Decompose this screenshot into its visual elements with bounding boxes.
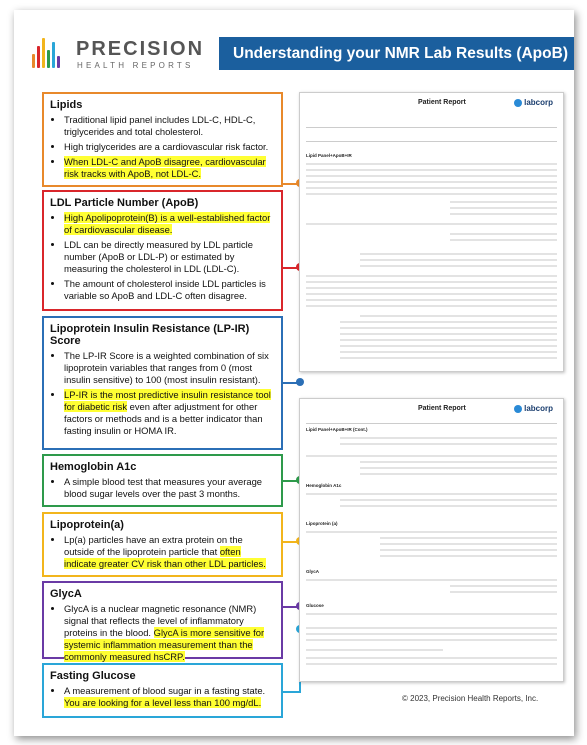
section-lp-ir-score — [42, 316, 283, 450]
section-hemoglobin-a1c — [42, 454, 283, 507]
section-lipids — [42, 92, 283, 187]
labcorp-icon — [514, 405, 522, 413]
section-ldl-particle-number — [42, 190, 283, 311]
page-title-banner — [219, 37, 574, 70]
brand-name: PRECISION — [76, 38, 205, 60]
section-title: Fasting Glucose — [50, 670, 136, 682]
section-title: GlycA — [50, 588, 82, 600]
copyright: © 2023, Precision Health Reports, Inc. — [402, 694, 539, 703]
list-item: • A measurement of blood sugar in a fasting state. You are looking for a level less than 100 mg/dL. — [64, 685, 275, 709]
brand-logo — [32, 32, 222, 76]
list-item: • The amount of cholesterol inside LDL particles is variable so ApoB and LDL-C often disagree. — [64, 278, 275, 302]
labcorp-logo: labcorp — [514, 404, 553, 413]
report-title: Patient Report — [418, 99, 466, 106]
logo-bars-icon — [32, 36, 68, 68]
section-glyca — [42, 581, 283, 662]
section-title: Hemoglobin A1c — [50, 461, 137, 473]
list-item: • The LP-IR Score is a weighted combination of six lipoprotein variables that ranges from 0 (most insulin sensitive) to 100 (most insulin resistant). — [64, 350, 275, 386]
section-title: Lipids — [50, 99, 83, 111]
page-title: Understanding your NMR Lab Results (ApoB) — [233, 44, 568, 62]
labcorp-icon — [514, 99, 522, 107]
lab-report-page-2 — [299, 398, 564, 682]
connector-glucose — [283, 691, 299, 693]
section-title: Lipoprotein Insulin Resistance (LP-IR) Score — [50, 323, 250, 347]
connector-dot — [296, 378, 304, 386]
list-item: • A simple blood test that measures your average blood sugar levels over the past 3 months. — [64, 476, 275, 500]
section-fasting-glucose — [42, 663, 283, 718]
report-section-title: Glucose — [306, 603, 324, 608]
report-title: Patient Report — [418, 405, 466, 412]
list-item: • High Apolipoprotein(B) is a well-established factor of cardiovascular disease. — [64, 212, 275, 236]
document-page — [14, 10, 574, 736]
report-section-title: Lipid Panel+ApoB+IR — [306, 153, 352, 158]
report-section-title: Hemoglobin A1c — [306, 483, 342, 488]
section-title: LDL Particle Number (ApoB) — [50, 197, 199, 209]
list-item: • LP-IR is the most predictive insulin resistance tool for diabetic risk even after adjustment for other factors or methods and is a better indicator than fasting insulin or HOMA IR. — [64, 389, 275, 437]
lab-report-page-1 — [299, 92, 564, 372]
list-item: • High triglycerides are a cardiovascular risk factor. — [64, 141, 275, 153]
section-title: Lipoprotein(a) — [50, 519, 124, 531]
report-section-title: Lipid Panel+ApoB+IR (Cont.) — [306, 427, 368, 432]
list-item: • LDL can be directly measured by LDL particle number (ApoB or LDL-P) or estimated by measuring the cholesterol in LDL (LDL-C). — [64, 239, 275, 275]
list-item: • When LDL-C and ApoB disagree, cardiovascular risk tracks with ApoB, not LDL-C. — [64, 156, 275, 180]
list-item: • Traditional lipid panel includes LDL-C, HDL-C, triglycerides and total cholesterol. — [64, 114, 275, 138]
list-item: • Lp(a) particles have an extra protein on the outside of the lipoprotein particle that often indicate greater CV risk than other LDL particles. — [64, 534, 275, 570]
report-section-title: GlycA — [306, 569, 320, 574]
report-section-title: Lipoprotein (a) — [306, 521, 338, 526]
section-lipoprotein-a — [42, 512, 283, 577]
brand-tagline: HEALTH REPORTS — [77, 61, 194, 70]
list-item: • GlycA is a nuclear magnetic resonance (NMR) signal that reflects the level of inflammatory proteins in the blood. GlycA is more sensitive for systemic inflammation measurement than the commonly measured hsCRP. — [64, 603, 275, 663]
labcorp-logo: labcorp — [514, 98, 553, 107]
